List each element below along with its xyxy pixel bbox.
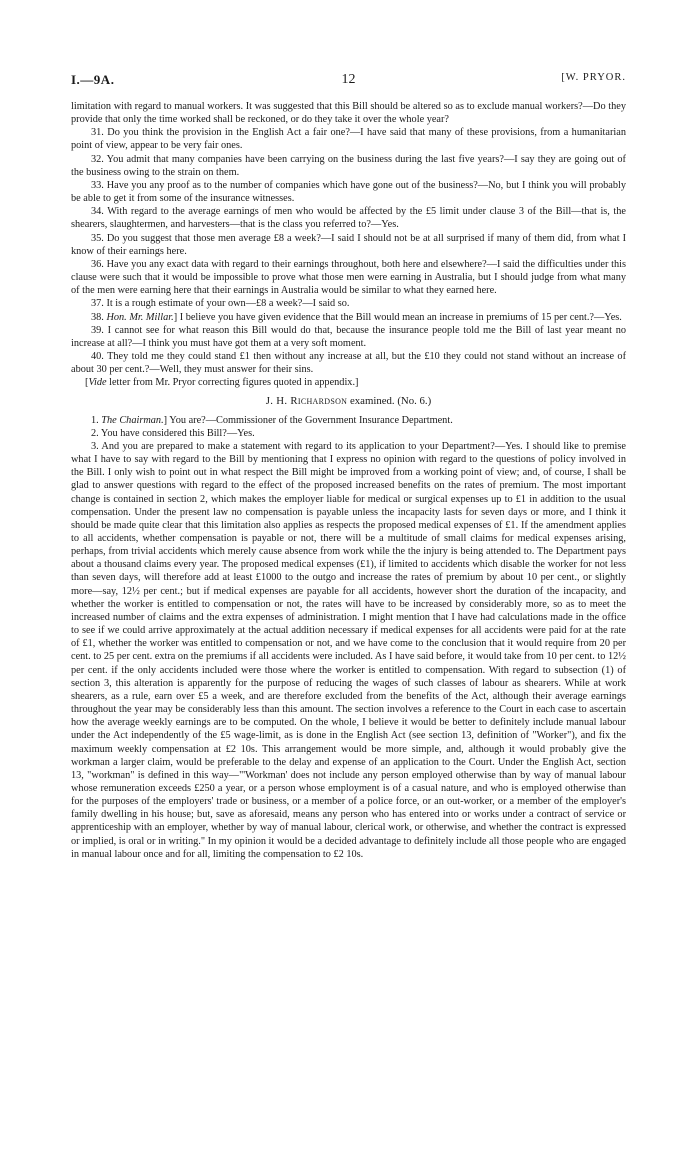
- paragraph-continued: limitation with regard to manual workers. It was suggested that this Bill should be altered so as to exclude manual workers?—Do they provide that only the time worked shall be reckoned, or do they take it over the whole year?: [71, 101, 626, 126]
- document-reference: I.—9A.: [71, 72, 115, 87]
- question-35: 35. Do you suggest that those men average £8 a week?—I said I should not be at all surprised if many of them did, from what I know of their earnings here.: [71, 232, 626, 257]
- question-number: 38.: [91, 311, 107, 323]
- question-38: [71, 311, 626, 324]
- question-text: ] I believe you have given evidence that the Bill would mean an increase in premiums of 15 per cent.?—Yes.: [173, 311, 622, 323]
- vide-note: [Vide letter from Mr. Pryor correcting figures quoted in appendix.]: [85, 377, 359, 389]
- speaker-name: Hon. Mr. Millar.: [106, 311, 174, 323]
- document-body: [71, 100, 626, 861]
- question-36: 36. Have you any exact data with regard to their earnings throughout, both here and elsewhere?—I said the difficulties under this clause were such that it would be impossible to prove what those men were earning in Australia, but I should judge from what many of the men were earning here that their earnings in Australia would be similar to what they earned here.: [71, 258, 626, 297]
- witness-name: J. H. Richardson: [265, 395, 348, 408]
- vide-word: Vide: [88, 377, 107, 389]
- question-2: 2. You have considered this Bill?—Yes.: [91, 427, 255, 439]
- question-37: 37. It is a rough estimate of your own—£8 a week?—I said so.: [91, 298, 350, 310]
- question-number: 1.: [91, 414, 102, 426]
- speaker-name: The Chairman.: [101, 414, 164, 426]
- question-34: 34. With regard to the average earnings of men who would be affected by the £5 limit under clause 3 of the Bill—that is, the shearers, slaughtermen, and harvesters—that is the class you referred to?—Yes.: [71, 206, 626, 231]
- question-32: 32. You admit that many companies have been carrying on the business during the last five years?—I say they are going out of the business owing to the strain on them.: [71, 153, 626, 178]
- question-31: 31. Do you think the provision in the English Act a fair one?—I have said that many of these provisions, from a humanitarian point of view, appear to be very fair ones.: [71, 127, 626, 152]
- witness-heading: J. H. Richardson examined. (No. 6.): [265, 395, 432, 408]
- page-header: [71, 72, 626, 90]
- question-3: 3. And you are prepared to make a statement with regard to its application to your Department?—Yes. I should like to premise what I have to say with regard to the Bill by mentioning that I express no opinion with regard to the questions of policy involved in the Bill. I only wish to point out in what respect the Bill might be improved from a working point of view; and, of course, I shall be glad to answer questions with regard to the effect of the proposed increased benefits on the rates of premium. The most important change is contained in section 2, which makes the employer liable for medical or surgical expenses up to £1 in addition to the usual compensation. Under the present law no compensation is payable unless the incapacity lasts for seven days or more, and I think it should be made quite clear that this limitation also applies as respects the proposed medical expenses of £1. If the amendment applies to all accidents, whether compensation is payable or not, there will be a multitude of small claims for medical expenses arising, perhaps, from trivial accidents which merely cause absence from work while the the injury is being attended to. The Department pays about a thousand claims every year. The proposed medical expenses (£1), if limited to accidents which disable the worker for not less than seven days, will therefore add at least £1000 to the outgo and increase the rates of premium by about 10 per cent., or slightly more—say, 12½ per cent.; but if medical expenses are payable for all accidents, however short the duration of the incapacity, and whether the worker is entitled to compensation or not, the rates will have to be increased by considerably more, so as to meet the increased number of claims and the extra expenses of administration. I might mention that I have had calculations made in the office to see if we could arrive approximately at the actual addition necessary if medical expenses for all accidents were paid for at the rate of £1, whether the worker was entitled to compensation or not, and we have come to the conclusion that it would require from 20 per cent. to 25 per cent. extra on the premiums if all accidents were included. As I have said before, it would take from 10 per cent. to 12½ per cent. if the only accidents included were those where the worker is entitled to compensation. With regard to subsection (1) of section 3, this alteration is apparently for the purpose of reducing the wages of such classes of labour as shearers. While at work shearers, as a rule, earn over £5 a week, and are therefore excluded from the benefits of the Act, although their average earnings throughout the year may be considerably less than this amount. The section involves a reference to the Court in each case to ascertain how the average weekly earnings are to be computed. On the whole, I believe it would be better to definitely include manual labour under the Act independently of the £5 wage-limit, as is done in the English Act (see section 13, definition of "Worker"), and fix the maximum weekly compensation at £2 10s. This arrangement would be more simple, and, although it would probably give the workman a larger claim, would be preferable to the delay and expense of an application to the Court. Under the English Act, section 13, "workman" is defined in this way—"'Workman' does not include any person employed otherwise than by way of manual labour whose remuneration exceeds £250 a year, or a person whose employment is of a casual nature, and who is employed otherwise than for the purposes of the employers' trade or business, or a member of a police force, or an out-worker, or a member of the employer's family dwelling in his house; but, save as aforesaid, means any person who has entered into or works under a contract of service or apprenticeship with an employer, whether by way of manual labour, clerical work, or otherwise, and whether the contract is expressed or implied, is oral or in writing." In my opinion it would be a decided advantage to definitely include all those people who are engaged in manual labour once and for all, limiting the compensation to £2 10s.: [71, 440, 626, 860]
- witness-running-head: [W. PRYOR.: [561, 72, 626, 83]
- question-33: 33. Have you any proof as to the number of companies which have gone out of the business?—No, but I think you will probably be able to get it from some of the insurance witnesses.: [71, 179, 626, 205]
- question-text: ] You are?—Commissioner of the Government Insurance Department.: [163, 414, 453, 426]
- question-1: [71, 414, 626, 427]
- question-39: 39. I cannot see for what reason this Bill would do that, because the insurance people told me the Bill of last year meant no increase at all?—I think you must have got them at a very soft moment.: [71, 324, 626, 349]
- question-40: 40. They told me they could stand £1 then without any increase at all, but the £10 they could not stand without an increase of about 30 per cent.?—Well, they must answer for their sins.: [71, 350, 626, 376]
- page-number: 12: [341, 72, 356, 87]
